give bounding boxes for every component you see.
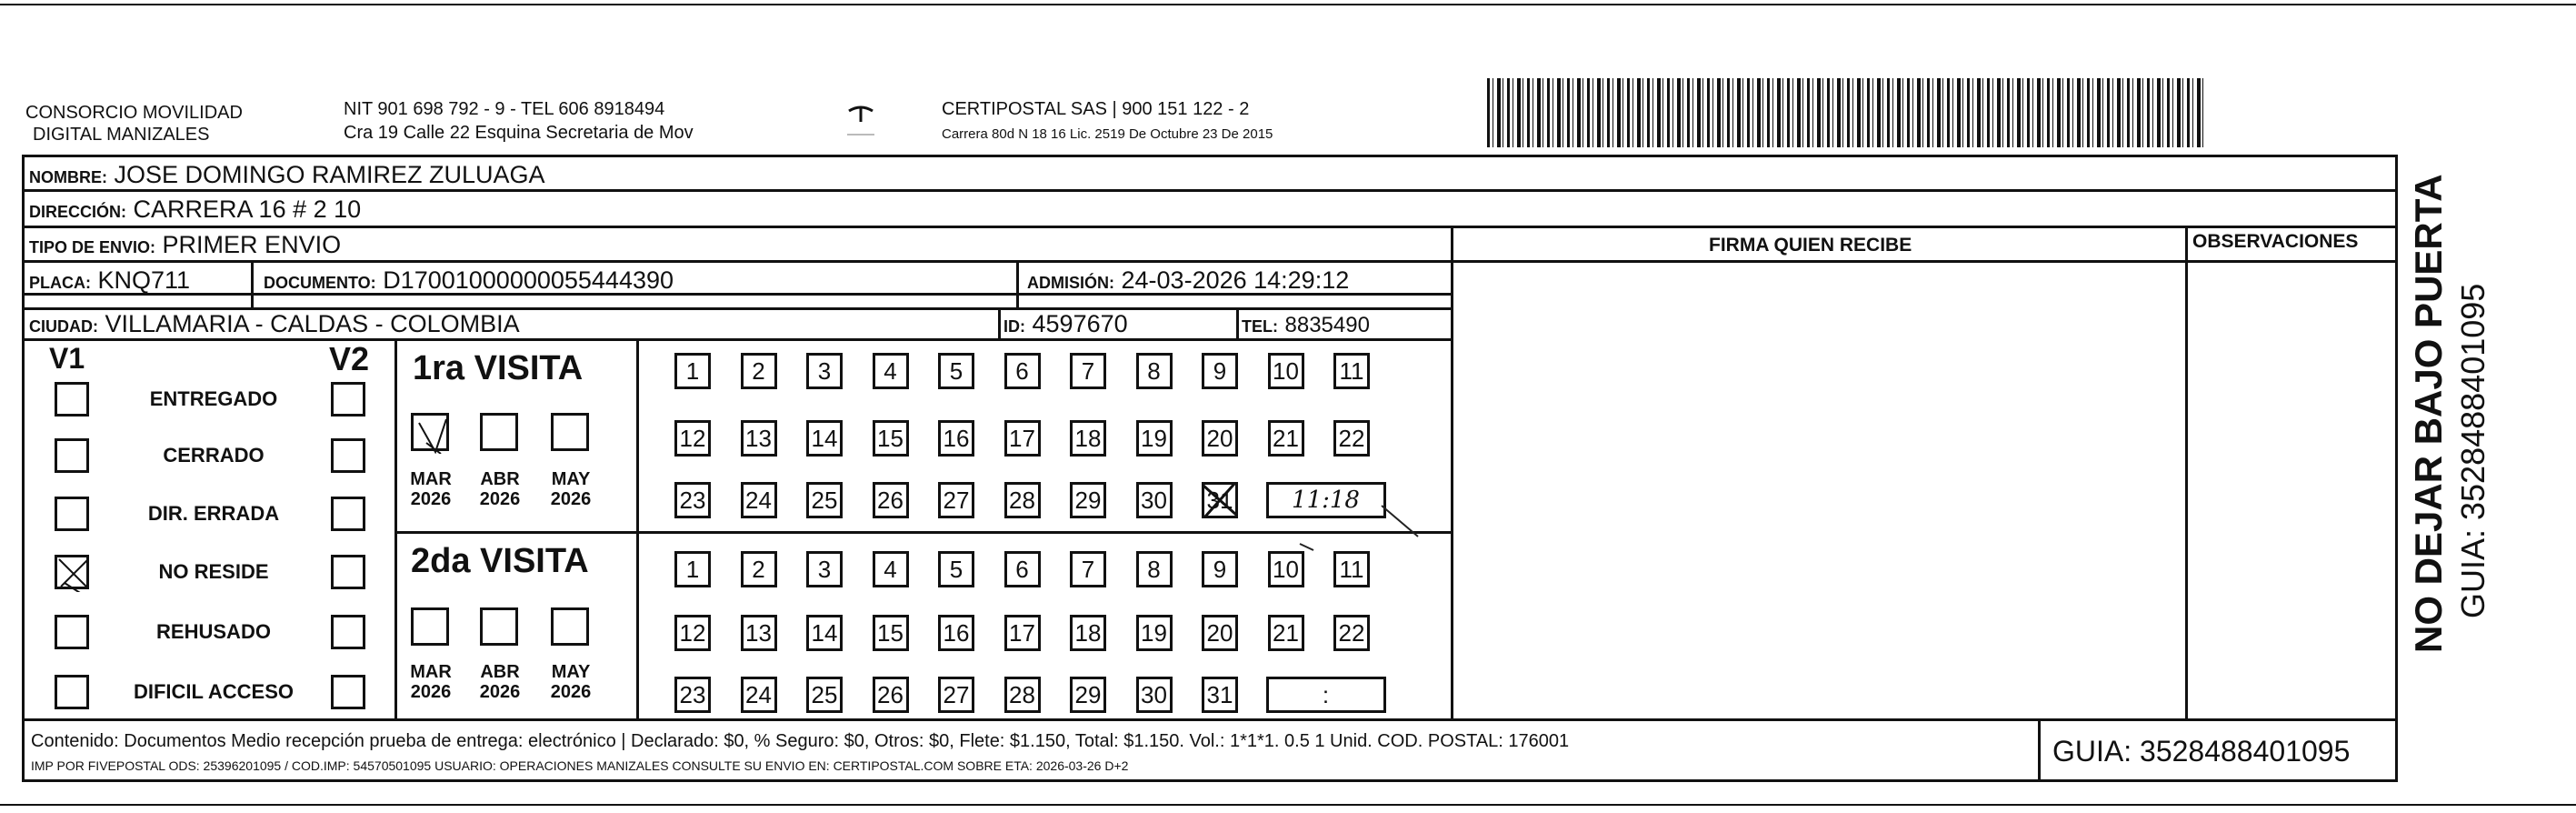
day-box[interactable]: 6 [1004,353,1041,389]
day-box[interactable]: 20 [1202,420,1238,457]
carrier-address: Carrera 80d N 18 16 Lic. 2519 De Octubre 23 De 2015 [942,126,1273,142]
day-box[interactable]: 15 [873,420,909,457]
day-box[interactable]: 16 [938,420,974,457]
documento-value: D17001000000055444390 [383,266,674,294]
day-box[interactable]: 21 [1268,615,1304,651]
day-box[interactable]: 3 [806,353,843,389]
firma-header: FIRMA QUIEN RECIBE [1709,235,1912,256]
sender-nit: NIT 901 698 792 - 9 - TEL 606 8918494 [344,99,665,119]
day-box[interactable]: 24 [741,677,777,713]
month-year: 2026 [410,489,452,509]
sender-address: Cra 19 Calle 22 Esquina Secretaria de Mov [344,123,694,143]
day-box[interactable]: 26 [873,677,909,713]
status-label: NO RESIDE [158,560,269,583]
day-box[interactable]: 14 [806,420,843,457]
nombre-label: NOMBRE: [29,168,107,186]
day-box[interactable]: 18 [1070,615,1106,651]
day-box[interactable]: 22 [1333,615,1370,651]
month-name: MAR [410,662,452,682]
day-box[interactable]: 22 [1333,420,1370,457]
tel-label: TEL: [1242,317,1278,336]
day-box[interactable]: 31 [1202,482,1238,518]
day-box[interactable]: 7 [1070,353,1106,389]
first-visit-title: 1ra VISITA [413,349,584,387]
time-box[interactable]: 11:18 [1266,482,1386,518]
side-guia: GUIA: 3528488401095 [2454,283,2491,618]
direccion-label: DIRECCIÓN: [29,203,126,221]
month-name: ABR [480,662,520,682]
day-box[interactable]: 24 [741,482,777,518]
month-name: ABR [480,469,520,489]
day-box[interactable]: 20 [1202,615,1238,651]
id-label: ID: [1003,317,1025,336]
month-year: 2026 [479,682,521,702]
day-box[interactable]: 5 [938,353,974,389]
v1-header: V1 [49,342,85,375]
month-year: 2026 [410,682,452,702]
day-box[interactable]: 17 [1004,420,1041,457]
sender-name-line2: DIGITAL MANIZALES [33,125,210,145]
day-box[interactable]: 30 [1136,677,1173,713]
tel-value: 8835490 [1284,313,1370,337]
day-box[interactable]: 27 [938,482,974,518]
day-box[interactable]: 13 [741,615,777,651]
day-box[interactable]: 7 [1070,551,1106,587]
day-box[interactable]: 23 [674,677,711,713]
day-box[interactable]: 2 [741,353,777,389]
bottom-edge-line [0,804,2576,806]
day-box[interactable]: 28 [1004,677,1041,713]
day-box[interactable]: 31 [1202,677,1238,713]
tipo-value: PRIMER ENVIO [162,231,342,258]
day-box[interactable]: 2 [741,551,777,587]
day-box[interactable]: 19 [1136,420,1173,457]
documento-label: DOCUMENTO: [264,274,376,292]
status-label: ENTREGADO [149,387,278,410]
day-box[interactable]: 23 [674,482,711,518]
day-box[interactable]: 15 [873,615,909,651]
carrier-name: CERTIPOSTAL SAS | 900 151 122 - 2 [942,99,1250,119]
day-box[interactable]: 25 [806,677,843,713]
month-name: MAR [410,469,452,489]
day-box[interactable]: 8 [1136,353,1173,389]
footer-guia: GUIA: 3528488401095 [2052,735,2351,768]
day-box[interactable]: 18 [1070,420,1106,457]
observaciones-header: OBSERVACIONES [2192,231,2359,252]
day-box[interactable]: 21 [1268,420,1304,457]
day-box[interactable]: 9 [1202,551,1238,587]
sender-name-line1: CONSORCIO MOVILIDAD [25,103,243,123]
day-box[interactable]: 11 [1333,353,1370,389]
day-box[interactable]: 1 [674,551,711,587]
month-year: 2026 [550,682,592,702]
admision-value: 24-03-2026 14:29:12 [1121,266,1350,294]
month-year: 2026 [479,489,521,509]
day-box[interactable]: 6 [1004,551,1041,587]
status-label: DIR. ERRADA [147,502,280,525]
footer-imp: IMP POR FIVEPOSTAL ODS: 25396201095 / COD.IMP: 54570501095 USUARIO: OPERACIONES MANIZALES CONSULTE SU ENVIO EN: CERTIPOSTAL.COM SOBRE ETA: 2026-03-26 D+2 [31,758,1129,773]
day-box[interactable]: 11 [1333,551,1370,587]
tipo-label: TIPO DE ENVIO: [29,238,156,256]
nombre-value: JOSE DOMINGO RAMIREZ ZULUAGA [114,161,545,188]
status-label: DIFICIL ACCESO [133,680,294,703]
status-label: REHUSADO [156,620,271,643]
day-box[interactable]: 29 [1070,482,1106,518]
footer-contenido: Contenido: Documentos Medio recepción prueba de entrega: electrónico | Declarado: $0, % Seguro: $0, Otros: $0, Flete: $1.150, Total: $1.150. Vol.: 1*1*1. 0.5 1 Unid. COD. POSTAL: 176001 [31,731,1570,751]
side-title: NO DEJAR BAJO PUERTA [2407,174,2450,653]
ciudad-value: VILLAMARIA - CALDAS - COLOMBIA [105,310,520,337]
day-box[interactable]: 30 [1136,482,1173,518]
id-value: 4597670 [1032,310,1128,337]
ciudad-label: CIUDAD: [29,317,98,336]
day-box[interactable]: 10 [1268,353,1304,389]
direccion-value: CARRERA 16 # 2 10 [133,196,362,223]
day-box[interactable]: 19 [1136,615,1173,651]
day-box[interactable]: 10 [1268,551,1304,587]
day-box[interactable]: 8 [1136,551,1173,587]
day-box[interactable]: 5 [938,551,974,587]
day-box[interactable]: 4 [873,353,909,389]
day-box[interactable]: 12 [674,615,711,651]
time-box[interactable]: : [1266,677,1386,713]
month-name: MAY [551,662,591,682]
day-box[interactable]: 28 [1004,482,1041,518]
month-name: MAY [551,469,591,489]
day-box[interactable]: 4 [873,551,909,587]
placa-value: KNQ711 [97,266,191,294]
second-visit-title: 2da VISITA [411,542,589,580]
placa-label: PLACA: [29,274,91,292]
day-box[interactable]: 1 [674,353,711,389]
day-box[interactable]: 27 [938,677,974,713]
day-box[interactable]: 9 [1202,353,1238,389]
day-box[interactable]: 17 [1004,615,1041,651]
v2-header: V2 [329,340,370,377]
day-box[interactable]: 13 [741,420,777,457]
day-box[interactable]: 25 [806,482,843,518]
admision-label: ADMISIÓN: [1027,274,1114,292]
day-box[interactable]: 29 [1070,677,1106,713]
day-box[interactable]: 14 [806,615,843,651]
status-label: CERRADO [163,444,265,467]
month-year: 2026 [550,489,592,509]
day-box[interactable]: 26 [873,482,909,518]
day-box[interactable]: 3 [806,551,843,587]
day-box[interactable]: 12 [674,420,711,457]
day-box[interactable]: 16 [938,615,974,651]
